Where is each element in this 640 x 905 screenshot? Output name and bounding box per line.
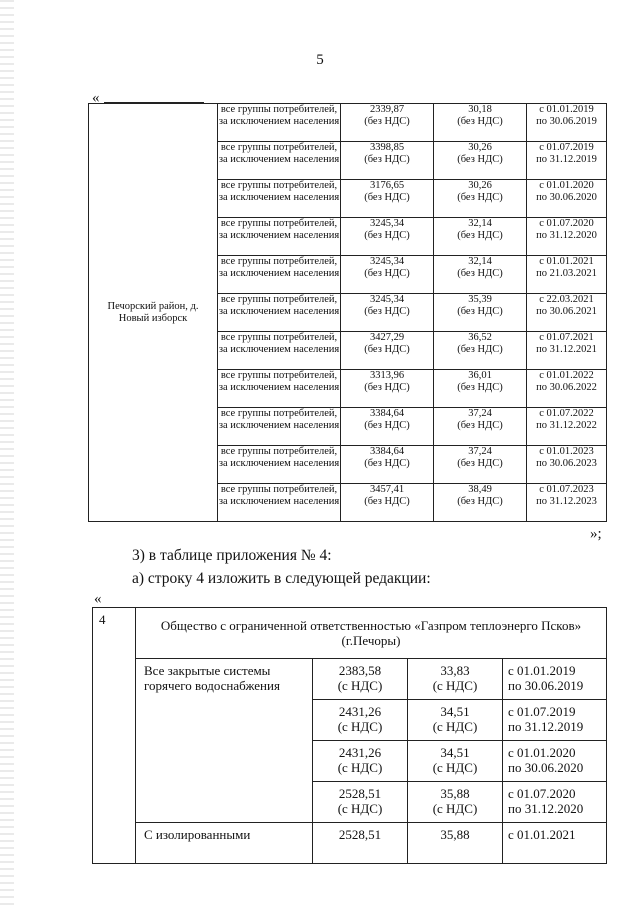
period-cell: [527, 142, 607, 180]
consumer-group-cell: все группы потребителей, за исключением населения: [218, 218, 341, 256]
tax-note: (без НДС): [457, 305, 503, 317]
rate-cell: [341, 180, 434, 218]
period-from: с 01.07.2019: [539, 142, 594, 153]
tax-note: (с НДС): [432, 678, 478, 693]
table-row: [93, 823, 607, 864]
rate-cell: 2528,51: [313, 823, 408, 864]
open-quote-upper: «: [92, 90, 100, 106]
rate-cell: [341, 256, 434, 294]
component-cell: [434, 408, 527, 446]
period-cell: с 01.01.2021: [503, 823, 607, 864]
component-value: 32,14: [468, 256, 492, 267]
rate-cell: [341, 370, 434, 408]
period-to: по 31.12.2020: [508, 801, 584, 816]
tax-note: (без НДС): [457, 457, 503, 469]
close-quote: »;: [590, 526, 602, 542]
rate-value: 3245,34: [369, 218, 405, 229]
period-to: по 30.06.2019: [536, 115, 597, 127]
location-cell: Печорский район, д. Новый изборск: [89, 104, 218, 522]
rate-cell: [341, 294, 434, 332]
period-to: по 31.12.2022: [536, 419, 597, 431]
tax-note: (без НДС): [457, 191, 503, 203]
tax-note: (с НДС): [337, 801, 383, 816]
component-cell: [434, 256, 527, 294]
rate-cell: [341, 218, 434, 256]
period-from: с 01.07.2020: [508, 786, 576, 801]
tax-note: (без НДС): [364, 229, 410, 241]
consumer-group-cell: все группы потребителей, за исключением населения: [218, 446, 341, 484]
consumer-group-cell: все группы потребителей, за исключением населения: [218, 370, 341, 408]
rate-cell: [313, 782, 408, 823]
rate-value: 3398,85: [369, 142, 405, 153]
period-cell: [503, 741, 607, 782]
component-value: 30,26: [468, 180, 492, 191]
consumer-group-cell: все группы потребителей, за исключением населения: [218, 294, 341, 332]
tax-note: (без НДС): [457, 267, 503, 279]
organization-cell: Общество с ограниченной ответственностью «Газпром теплоэнерго Псков» (г.Печоры): [136, 608, 607, 659]
period-cell: [503, 700, 607, 741]
period-cell: [527, 218, 607, 256]
rate-value: 3427,29: [369, 332, 405, 343]
period-to: по 30.06.2022: [536, 381, 597, 393]
period-from: с 01.07.2023: [539, 484, 594, 495]
component-cell: [408, 782, 503, 823]
period-to: по 31.12.2019: [508, 719, 584, 734]
consumer-group-cell: все группы потребителей, за исключением населения: [218, 256, 341, 294]
period-cell: [527, 104, 607, 142]
rate-cell: [341, 104, 434, 142]
period-from: с 01.01.2019: [508, 663, 576, 678]
consumer-group-cell: все группы потребителей, за исключением населения: [218, 104, 341, 142]
component-value: 32,14: [468, 218, 492, 229]
component-cell: [408, 741, 503, 782]
component-value: 38,49: [468, 484, 492, 495]
rate-cell: [341, 446, 434, 484]
rate-cell: [313, 700, 408, 741]
tax-note: (с НДС): [337, 760, 383, 775]
tax-note: (без НДС): [364, 267, 410, 279]
system-cell: С изолированными: [136, 823, 313, 864]
tax-note: (без НДС): [457, 495, 503, 507]
period-from: с 01.01.2022: [539, 370, 594, 381]
table-row: [89, 104, 607, 142]
component-cell: [434, 218, 527, 256]
paragraph-a: а) строку 4 изложить в следующей редакции:: [132, 570, 431, 587]
component-value: 37,24: [468, 408, 492, 419]
period-to: по 30.06.2020: [536, 191, 597, 203]
component-cell: [434, 104, 527, 142]
rate-cell: [341, 332, 434, 370]
tax-note: (без НДС): [364, 495, 410, 507]
period-from: с 01.01.2020: [508, 745, 576, 760]
consumer-group-cell: все группы потребителей, за исключением населения: [218, 408, 341, 446]
component-value: 36,52: [468, 332, 492, 343]
tax-note: (без НДС): [364, 457, 410, 469]
rate-value: 2431,26: [338, 745, 382, 760]
period-from: с 01.01.2023: [539, 446, 594, 457]
period-to: по 21.03.2021: [536, 267, 597, 279]
period-to: по 31.12.2021: [536, 343, 597, 355]
table-row: [93, 659, 607, 700]
tax-note: (с НДС): [432, 801, 478, 816]
period-to: по 31.12.2023: [536, 495, 597, 507]
component-cell: [434, 180, 527, 218]
rate-value: 2339,87: [369, 104, 405, 115]
rate-cell: [313, 741, 408, 782]
rate-cell: [341, 408, 434, 446]
period-from: с 01.07.2021: [539, 332, 594, 343]
open-quote-lower: «: [94, 591, 102, 607]
period-to: по 30.06.2021: [536, 305, 597, 317]
period-from: с 01.07.2020: [539, 218, 594, 229]
period-cell: [527, 294, 607, 332]
rate-value: 3457,41: [369, 484, 405, 495]
tax-note: (без НДС): [457, 115, 503, 127]
component-value: 30,18: [468, 104, 492, 115]
rate-cell: [341, 484, 434, 522]
tax-note: (без НДС): [364, 343, 410, 355]
rate-cell: [341, 142, 434, 180]
period-to: по 31.12.2019: [536, 153, 597, 165]
rate-value: 3384,64: [369, 446, 405, 457]
period-from: с 01.07.2022: [539, 408, 594, 419]
rate-cell: [313, 659, 408, 700]
component-cell: [434, 142, 527, 180]
component-cell: [434, 332, 527, 370]
tax-note: (без НДС): [364, 191, 410, 203]
period-to: по 30.06.2020: [508, 760, 584, 775]
tax-note: (с НДС): [432, 760, 478, 775]
tax-note: (без НДС): [457, 153, 503, 165]
component-cell: [434, 370, 527, 408]
period-cell: [527, 484, 607, 522]
component-value: 35,88: [440, 786, 470, 801]
component-cell: [408, 659, 503, 700]
component-cell: [434, 294, 527, 332]
lower-tariff-table: [92, 607, 607, 864]
paragraph-3: 3) в таблице приложения № 4:: [132, 547, 332, 564]
component-value: 35,39: [468, 294, 492, 305]
period-cell: [527, 370, 607, 408]
rate-value: 3176,65: [369, 180, 405, 191]
component-value: 36,01: [468, 370, 492, 381]
component-value: 30,26: [468, 142, 492, 153]
component-cell: [434, 446, 527, 484]
upper-tariff-table: [88, 103, 607, 522]
component-value: 34,51: [440, 745, 470, 760]
period-from: с 01.01.2020: [539, 180, 594, 191]
rate-value: 3245,34: [369, 256, 405, 267]
tax-note: (без НДС): [457, 229, 503, 241]
tax-note: (без НДС): [457, 381, 503, 393]
period-cell: [527, 256, 607, 294]
tax-note: (без НДС): [364, 153, 410, 165]
rate-value: 2431,26: [338, 704, 382, 719]
period-to: по 31.12.2020: [536, 229, 597, 241]
period-cell: [527, 408, 607, 446]
period-cell: [527, 446, 607, 484]
tax-note: (с НДС): [432, 719, 478, 734]
tax-note: (с НДС): [337, 719, 383, 734]
tax-note: (без НДС): [457, 343, 503, 355]
component-cell: [408, 700, 503, 741]
consumer-group-cell: все группы потребителей, за исключением населения: [218, 484, 341, 522]
scan-edge-noise: [0, 0, 14, 905]
tax-note: (без НДС): [364, 305, 410, 317]
tax-note: (без НДС): [457, 419, 503, 431]
rate-value: 3245,34: [369, 294, 405, 305]
period-to: по 30.06.2019: [508, 678, 584, 693]
period-from: с 22.03.2021: [539, 294, 594, 305]
rate-value: 2383,58: [338, 663, 382, 678]
rate-value: 3384,64: [369, 408, 405, 419]
row-index: 4: [93, 608, 136, 864]
component-value: 33,83: [440, 663, 470, 678]
period-cell: [527, 180, 607, 218]
period-to: по 30.06.2023: [536, 457, 597, 469]
page-number: 5: [316, 52, 324, 68]
tax-note: (без НДС): [364, 381, 410, 393]
component-cell: 35,88: [408, 823, 503, 864]
tax-note: (с НДС): [337, 678, 383, 693]
organization-row: [93, 608, 607, 659]
rate-value: 3313,96: [369, 370, 405, 381]
period-from: с 01.01.2021: [539, 256, 594, 267]
consumer-group-cell: все группы потребителей, за исключением населения: [218, 332, 341, 370]
period-cell: [527, 332, 607, 370]
tax-note: (без НДС): [364, 115, 410, 127]
tax-note: (без НДС): [364, 419, 410, 431]
component-cell: [434, 484, 527, 522]
component-value: 37,24: [468, 446, 492, 457]
system-cell: Все закрытые системы горячего водоснабжения: [136, 659, 313, 823]
period-cell: [503, 782, 607, 823]
period-from: с 01.01.2019: [539, 104, 594, 115]
consumer-group-cell: все группы потребителей, за исключением населения: [218, 142, 341, 180]
period-from: с 01.07.2019: [508, 704, 576, 719]
rate-value: 2528,51: [338, 786, 382, 801]
period-cell: [503, 659, 607, 700]
consumer-group-cell: все группы потребителей, за исключением населения: [218, 180, 341, 218]
component-value: 34,51: [440, 704, 470, 719]
